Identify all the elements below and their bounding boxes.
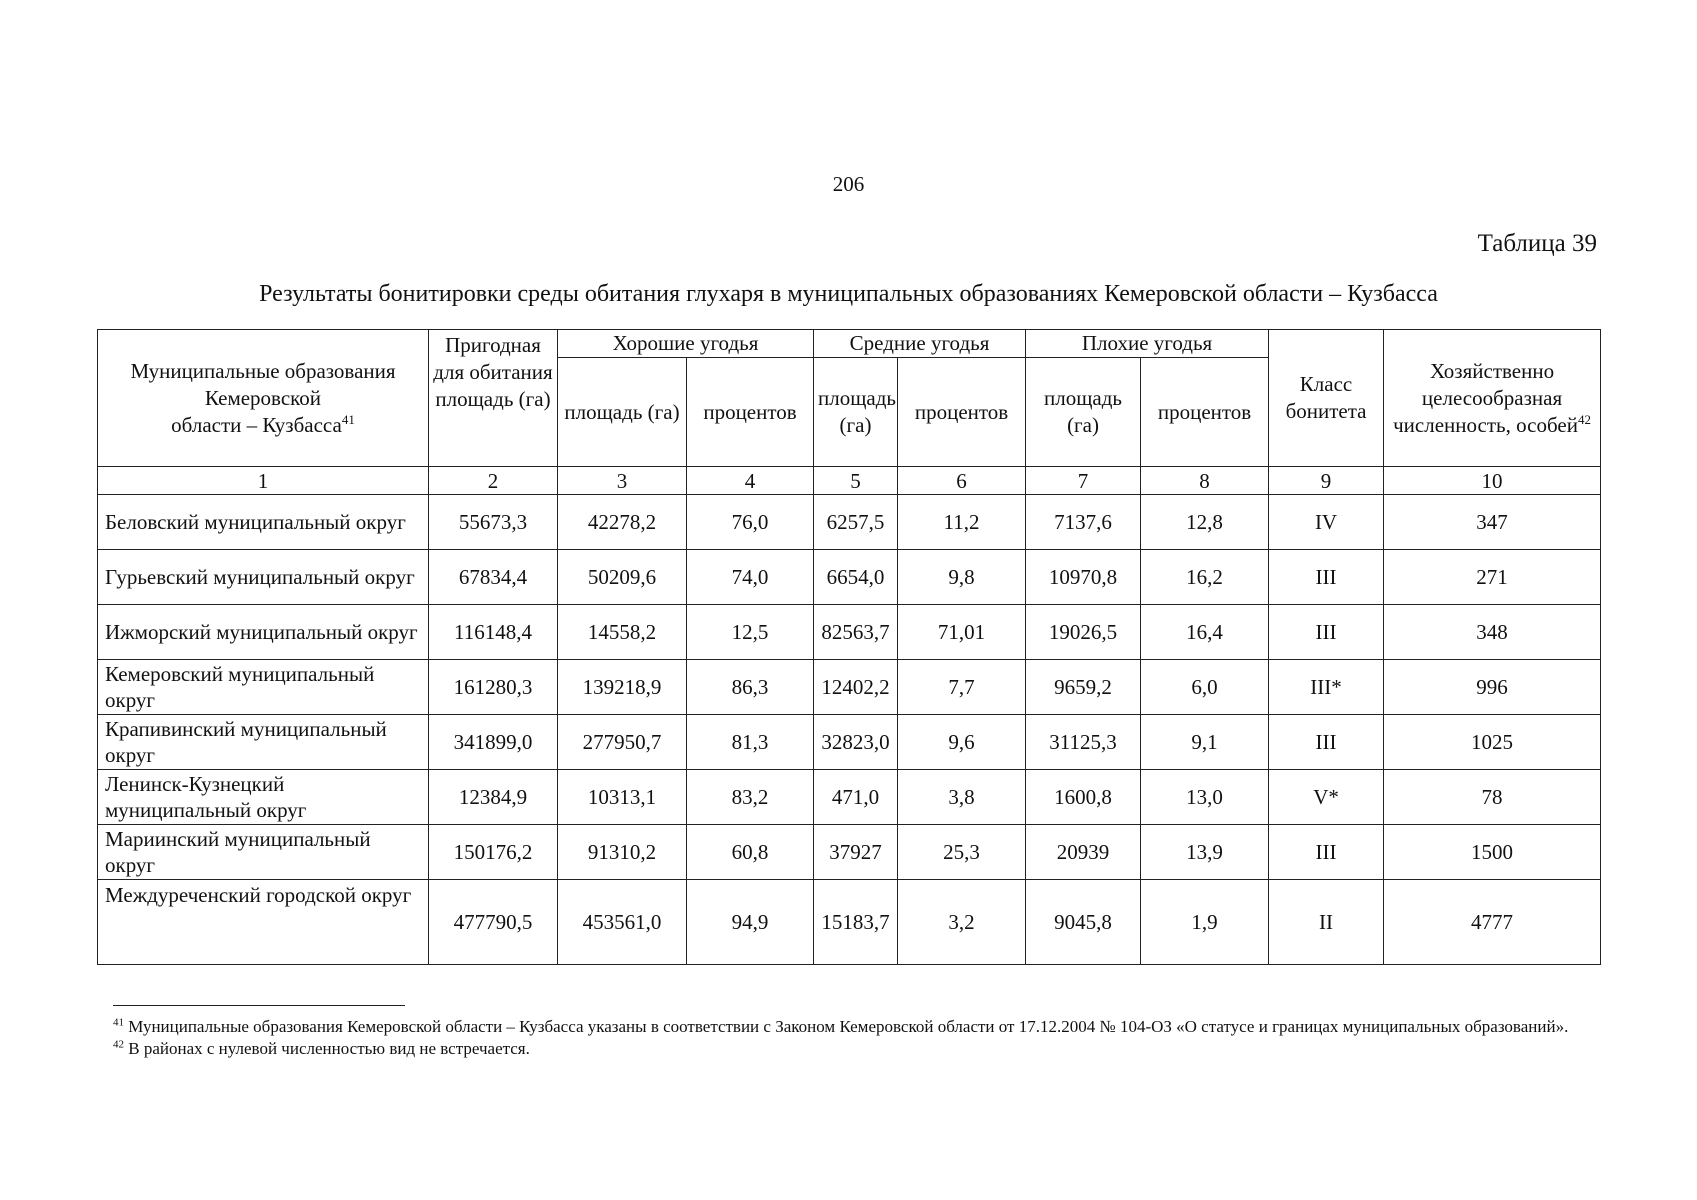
column-number: 6	[898, 467, 1026, 495]
column-number: 9	[1269, 467, 1384, 495]
table-label: Таблица 39	[1477, 230, 1597, 257]
table-cell: 9,8	[898, 550, 1026, 605]
table-cell: 16,4	[1141, 605, 1269, 660]
table-cell: 55673,3	[429, 495, 558, 550]
page-number: 206	[832, 172, 865, 196]
table-cell: 12384,9	[429, 770, 558, 825]
table-cell: 7137,6	[1026, 495, 1141, 550]
table-cell: 7,7	[898, 660, 1026, 715]
table-cell: 1,9	[1141, 880, 1269, 965]
table-cell: III	[1269, 715, 1384, 770]
table-cell: 1600,8	[1026, 770, 1141, 825]
table-row	[98, 605, 1601, 660]
table-cell: 6,0	[1141, 660, 1269, 715]
table-cell: 9659,2	[1026, 660, 1141, 715]
header-poor-area: площадь (га)	[1026, 358, 1141, 467]
column-number: 10	[1384, 467, 1601, 495]
table-cell: 12402,2	[814, 660, 898, 715]
table-cell: IV	[1269, 495, 1384, 550]
footnote-42: $^{42}$ В районах с нулевой численностью вид не встречается.	[113, 1038, 530, 1058]
header-suitable-area: Пригодная для обитания площадь (га)	[429, 330, 558, 467]
municipality-name: Ижморский муниципальный округ	[98, 605, 429, 660]
table-cell: 9,1	[1141, 715, 1269, 770]
table-row	[98, 495, 1601, 550]
table-cell: 150176,2	[429, 825, 558, 880]
table-cell: 94,9	[687, 880, 814, 965]
table-cell: 78	[1384, 770, 1601, 825]
footnote-41: $^{41}$ Муниципальные образования Кемеровской области – Кузбасса указаны в соответствии с Законом Кемеровской области от 17.12.2004 № 104-ОЗ «О статусе и границах муниципальных образований».	[113, 1016, 1569, 1036]
municipality-name: Беловский муниципальный округ	[98, 495, 429, 550]
table-cell: 42278,2	[558, 495, 687, 550]
table-cell: III	[1269, 825, 1384, 880]
column-number: 3	[558, 467, 687, 495]
table-row	[98, 715, 1601, 770]
column-number: 7	[1026, 467, 1141, 495]
table-cell: 12,8	[1141, 495, 1269, 550]
header-medium-percent: процентов	[898, 358, 1026, 467]
table-cell: 4777	[1384, 880, 1601, 965]
table-cell: 15183,7	[814, 880, 898, 965]
table-cell: 6257,5	[814, 495, 898, 550]
table-cell: 19026,5	[1026, 605, 1141, 660]
table-cell: 471,0	[814, 770, 898, 825]
table-title: Результаты бонитировки среды обитания глухаря в муниципальных образованиях Кемеровской области – Кузбасса	[259, 281, 1438, 307]
table-cell: 139218,9	[558, 660, 687, 715]
header-municipality: Муниципальные образования Кемеровской области – Кузбасса$^{41}$	[98, 330, 429, 467]
footnotes	[113, 1016, 1603, 1060]
table-cell: 453561,0	[558, 880, 687, 965]
column-number: 1	[98, 467, 429, 495]
table-cell: 20939	[1026, 825, 1141, 880]
table-cell: 116148,4	[429, 605, 558, 660]
table-cell: 1025	[1384, 715, 1601, 770]
bonitet-table	[97, 329, 1601, 965]
table-row	[98, 550, 1601, 605]
column-number: 4	[687, 467, 814, 495]
table-row	[98, 880, 1601, 965]
table-cell: 10970,8	[1026, 550, 1141, 605]
table-cell: 67834,4	[429, 550, 558, 605]
table-cell: 12,5	[687, 605, 814, 660]
table-cell: 6654,0	[814, 550, 898, 605]
column-number: 5	[814, 467, 898, 495]
table-cell: 3,8	[898, 770, 1026, 825]
column-number: 2	[429, 467, 558, 495]
table-cell: 74,0	[687, 550, 814, 605]
footnote-divider	[113, 1005, 405, 1006]
header-bonitet-class: Класс бонитета	[1269, 330, 1384, 467]
table-cell: 347	[1384, 495, 1601, 550]
header-good-percent: процентов	[687, 358, 814, 467]
table-cell: 477790,5	[429, 880, 558, 965]
table-cell: 10313,1	[558, 770, 687, 825]
table-cell: III	[1269, 550, 1384, 605]
table-cell: 11,2	[898, 495, 1026, 550]
table-cell: III*	[1269, 660, 1384, 715]
table-cell: 9045,8	[1026, 880, 1141, 965]
table-cell: 1500	[1384, 825, 1601, 880]
table-cell: 341899,0	[429, 715, 558, 770]
table-cell: 76,0	[687, 495, 814, 550]
table-cell: 13,0	[1141, 770, 1269, 825]
municipality-name: Крапивинский муниципальный округ	[98, 715, 429, 770]
header-medium-area: площадь (га)	[814, 358, 898, 467]
table-cell: 996	[1384, 660, 1601, 715]
header-economic-count: Хозяйственно целесообразная численность, особей$^{42}$	[1384, 330, 1601, 467]
table-cell: 271	[1384, 550, 1601, 605]
table-cell: 50209,6	[558, 550, 687, 605]
table-cell: III	[1269, 605, 1384, 660]
table-cell: 37927	[814, 825, 898, 880]
table-cell: 161280,3	[429, 660, 558, 715]
table-row	[98, 770, 1601, 825]
table-row	[98, 660, 1601, 715]
municipality-name: Мариинский муниципальный округ	[98, 825, 429, 880]
table-cell: 86,3	[687, 660, 814, 715]
table-cell: 31125,3	[1026, 715, 1141, 770]
header-good-lands: Хорошие угодья	[558, 330, 814, 358]
table-cell: 81,3	[687, 715, 814, 770]
column-number-row	[98, 467, 1601, 495]
table-cell: 71,01	[898, 605, 1026, 660]
table-cell: 3,2	[898, 880, 1026, 965]
header-good-area: площадь (га)	[558, 358, 687, 467]
table-cell: 13,9	[1141, 825, 1269, 880]
table-cell: 83,2	[687, 770, 814, 825]
header-poor-percent: процентов	[1141, 358, 1269, 467]
table-cell: 9,6	[898, 715, 1026, 770]
table-cell: 32823,0	[814, 715, 898, 770]
table-row	[98, 825, 1601, 880]
municipality-name: Гурьевский муниципальный округ	[98, 550, 429, 605]
table-cell: II	[1269, 880, 1384, 965]
header-poor-lands: Плохие угодья	[1026, 330, 1269, 358]
municipality-name: Междуреченский городской округ	[98, 880, 429, 965]
municipality-name: Кемеровский муниципальный округ	[98, 660, 429, 715]
header-medium-lands: Средние угодья	[814, 330, 1026, 358]
municipality-name: Ленинск-Кузнецкий муниципальный округ	[98, 770, 429, 825]
table-cell: V*	[1269, 770, 1384, 825]
table-cell: 25,3	[898, 825, 1026, 880]
table-cell: 60,8	[687, 825, 814, 880]
table-cell: 91310,2	[558, 825, 687, 880]
table-cell: 277950,7	[558, 715, 687, 770]
table-cell: 14558,2	[558, 605, 687, 660]
column-number: 8	[1141, 467, 1269, 495]
table-cell: 82563,7	[814, 605, 898, 660]
table-cell: 348	[1384, 605, 1601, 660]
table-cell: 16,2	[1141, 550, 1269, 605]
